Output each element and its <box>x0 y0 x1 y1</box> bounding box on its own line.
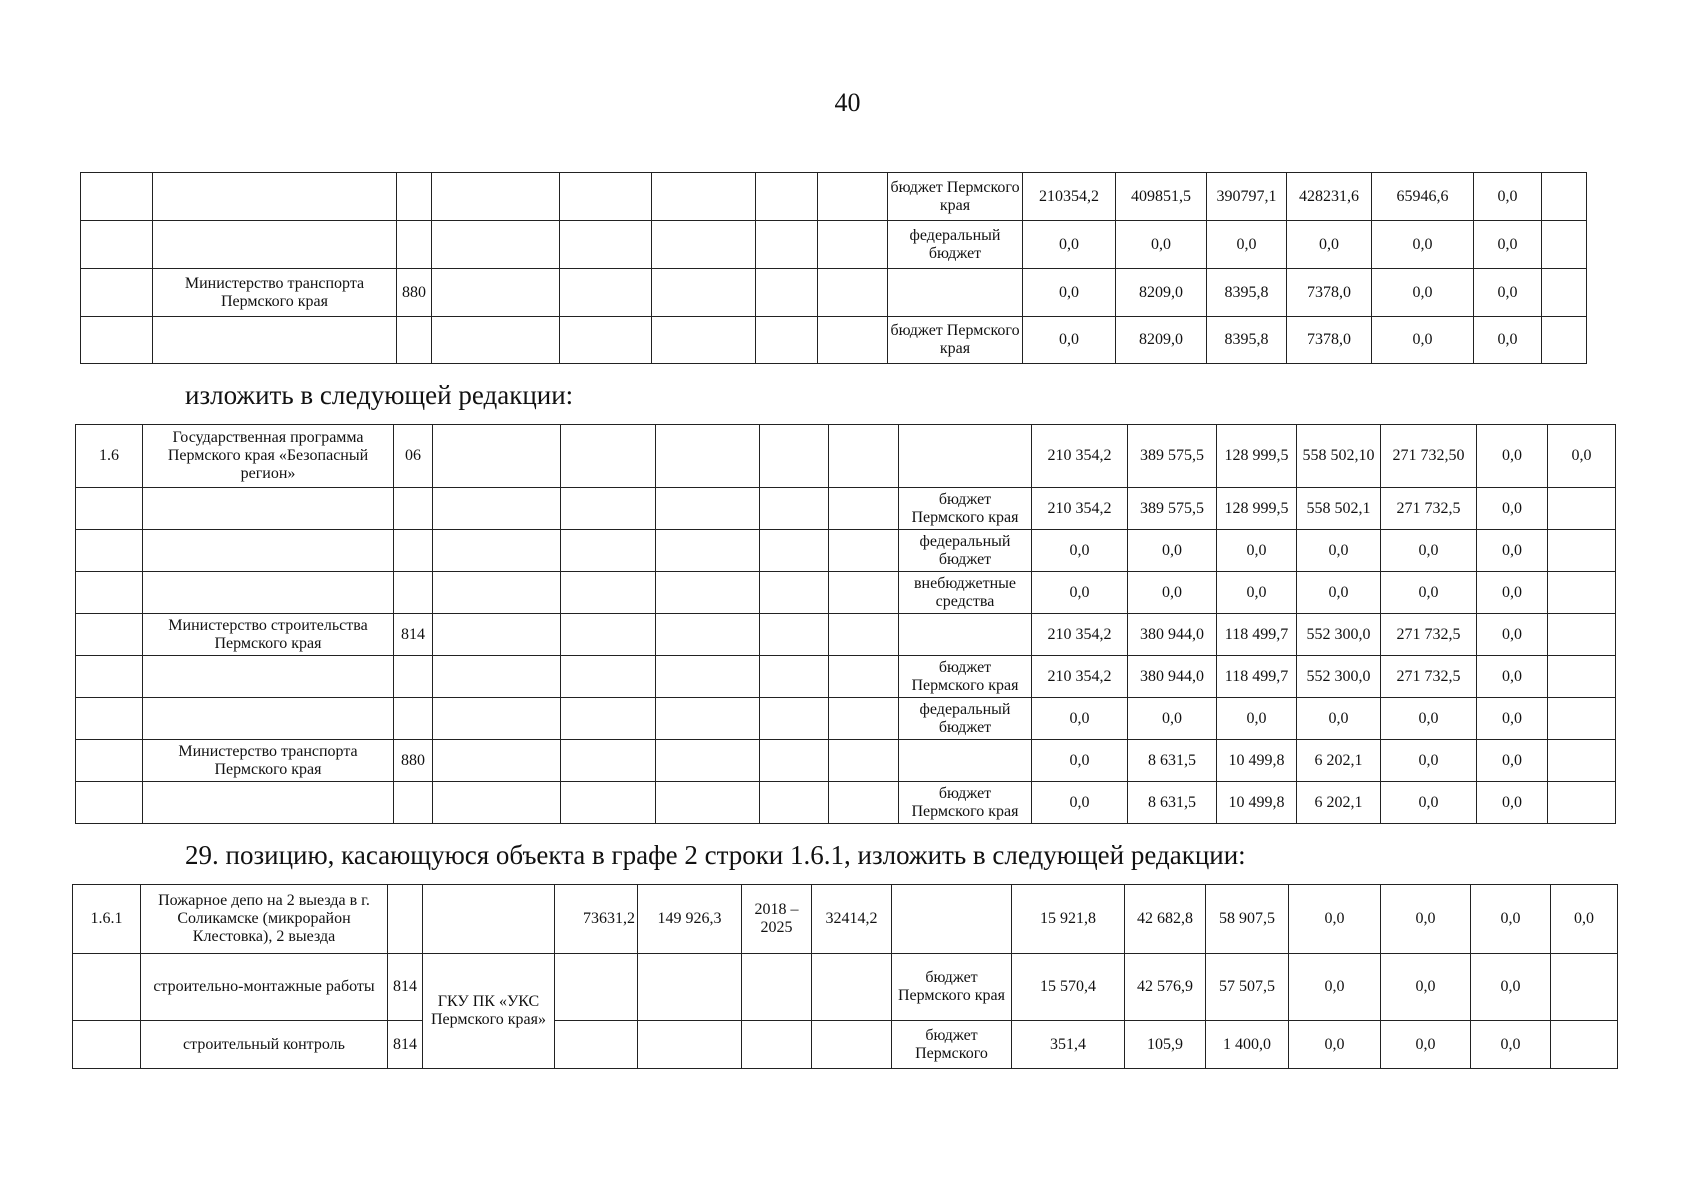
program-name <box>143 782 394 824</box>
table-program-1-6 <box>75 424 1616 824</box>
value-cell: 0,0 <box>1471 954 1551 1021</box>
code-cell: 06 <box>394 425 433 488</box>
table-row <box>81 221 1587 269</box>
value-cell: 210354,2 <box>1023 173 1116 221</box>
code-cell <box>394 782 433 824</box>
program-name <box>153 317 397 364</box>
value-cell: 0,0 <box>1381 782 1477 824</box>
value-cell: 118 499,7 <box>1217 614 1297 656</box>
value-cell: 351,4 <box>1012 1021 1125 1069</box>
value-cell: 0,0 <box>1217 530 1297 572</box>
value-cell: 15 570,4 <box>1012 954 1125 1021</box>
code-cell <box>394 698 433 740</box>
funding-source: бюджет Пермского края <box>892 954 1012 1021</box>
value-cell: 0,0 <box>1289 885 1381 954</box>
funding-source: бюджет Пермского края <box>899 488 1032 530</box>
program-name: Государственная программа Пермского края «Безопасный регион» <box>143 425 394 488</box>
object-name: Пожарное депо на 2 выезда в г. Соликамске (микрорайон Клестовка), 2 выезда <box>141 885 388 954</box>
value-cell: 8209,0 <box>1116 269 1207 317</box>
program-name <box>143 698 394 740</box>
row-number <box>76 614 143 656</box>
value-cell: 0,0 <box>1477 614 1548 656</box>
row-number <box>81 221 153 269</box>
value-cell: 128 999,5 <box>1217 425 1297 488</box>
value-cell: 57 507,5 <box>1206 954 1289 1021</box>
value-cell: 0,0 <box>1381 1021 1471 1069</box>
value-cell: 128 999,5 <box>1217 488 1297 530</box>
table-row <box>76 656 1616 698</box>
value-cell: 0,0 <box>1551 885 1618 954</box>
value-cell: 0,0 <box>1381 954 1471 1021</box>
table-row <box>81 173 1587 221</box>
code-cell: 880 <box>394 740 433 782</box>
program-name <box>143 572 394 614</box>
code-cell <box>394 656 433 698</box>
value-cell: 0,0 <box>1474 173 1542 221</box>
value-cell: 0,0 <box>1217 572 1297 614</box>
value-cell: 0,0 <box>1381 885 1471 954</box>
program-name: Министерство строительства Пермского края <box>143 614 394 656</box>
code-cell: 814 <box>394 614 433 656</box>
value-cell <box>1542 317 1587 364</box>
funding-source: бюджет Пермского края <box>899 656 1032 698</box>
value-cell: 0,0 <box>1477 488 1548 530</box>
value-cell: 558 502,10 <box>1297 425 1381 488</box>
value-cell: 0,0 <box>1381 572 1477 614</box>
heading-edit-1: изложить в следующей редакции: <box>185 380 574 410</box>
value-cell <box>1548 488 1616 530</box>
capacity-cell: 73631,2 <box>555 885 638 954</box>
value-cell: 0,0 <box>1477 572 1548 614</box>
row-number <box>76 740 143 782</box>
value-cell: 0,0 <box>1128 572 1217 614</box>
funding-source <box>899 425 1032 488</box>
row-number <box>81 317 153 364</box>
value-cell: 0,0 <box>1474 317 1542 364</box>
value-cell <box>1548 572 1616 614</box>
value-cell: 271 732,5 <box>1381 488 1477 530</box>
value-cell: 210 354,2 <box>1032 656 1128 698</box>
estimate-cell: 149 926,3 <box>638 885 742 954</box>
value-cell: 105,9 <box>1125 1021 1206 1069</box>
value-cell: 0,0 <box>1477 782 1548 824</box>
value-cell <box>1548 740 1616 782</box>
program-name <box>153 173 397 221</box>
value-cell <box>1542 221 1587 269</box>
value-cell: 409851,5 <box>1116 173 1207 221</box>
balance-cell: 32414,2 <box>812 885 892 954</box>
value-cell: 8395,8 <box>1207 317 1287 364</box>
value-cell: 0,0 <box>1477 425 1548 488</box>
value-cell: 210 354,2 <box>1032 488 1128 530</box>
value-cell: 271 732,5 <box>1381 656 1477 698</box>
value-cell: 0,0 <box>1372 317 1474 364</box>
program-name <box>153 221 397 269</box>
heading-edit-2: 29. позицию, касающуюся объекта в графе 2 строки 1.6.1, изложить в следующей редакции: <box>185 840 1246 870</box>
value-cell: 390797,1 <box>1207 173 1287 221</box>
value-cell: 0,0 <box>1116 221 1207 269</box>
value-cell: 0,0 <box>1287 221 1372 269</box>
funding-source: внебюджетные средства <box>899 572 1032 614</box>
value-cell: 0,0 <box>1297 698 1381 740</box>
value-cell: 0,0 <box>1474 221 1542 269</box>
table-row <box>76 572 1616 614</box>
row-number: 1.6.1 <box>73 885 141 954</box>
table-row <box>76 488 1616 530</box>
program-name <box>143 530 394 572</box>
row-number: 1.6 <box>76 425 143 488</box>
value-cell: 118 499,7 <box>1217 656 1297 698</box>
funding-source: федеральный бюджет <box>899 698 1032 740</box>
code-cell: 814 <box>388 954 423 1021</box>
row-number <box>76 572 143 614</box>
table-row <box>76 698 1616 740</box>
value-cell: 0,0 <box>1471 885 1551 954</box>
program-name: Министерство транспорта Пермского края <box>153 269 397 317</box>
value-cell: 10 499,8 <box>1217 782 1297 824</box>
value-cell: 0,0 <box>1032 698 1128 740</box>
value-cell: 6 202,1 <box>1297 740 1381 782</box>
value-cell: 0,0 <box>1032 740 1128 782</box>
value-cell: 0,0 <box>1548 425 1616 488</box>
value-cell: 0,0 <box>1032 782 1128 824</box>
value-cell: 380 944,0 <box>1128 656 1217 698</box>
funding-source: бюджет Пермского <box>892 1021 1012 1069</box>
value-cell: 0,0 <box>1297 530 1381 572</box>
value-cell: 0,0 <box>1207 221 1287 269</box>
value-cell: 42 576,9 <box>1125 954 1206 1021</box>
code-cell <box>397 317 432 364</box>
value-cell: 0,0 <box>1477 656 1548 698</box>
value-cell: 428231,6 <box>1287 173 1372 221</box>
value-cell <box>1548 698 1616 740</box>
value-cell <box>1548 656 1616 698</box>
value-cell: 0,0 <box>1372 269 1474 317</box>
value-cell: 0,0 <box>1297 572 1381 614</box>
code-cell: 814 <box>388 1021 423 1069</box>
table-row <box>73 885 1618 954</box>
code-cell <box>397 173 432 221</box>
value-cell: 6 202,1 <box>1297 782 1381 824</box>
value-cell: 0,0 <box>1023 317 1116 364</box>
code-cell <box>394 572 433 614</box>
table-row <box>76 782 1616 824</box>
code-cell: 880 <box>397 269 432 317</box>
value-cell: 8 631,5 <box>1128 782 1217 824</box>
value-cell <box>1548 614 1616 656</box>
code-cell <box>394 488 433 530</box>
work-type: строительный контроль <box>141 1021 388 1069</box>
row-number <box>76 488 143 530</box>
table-row <box>76 425 1616 488</box>
value-cell: 0,0 <box>1289 954 1381 1021</box>
code-cell <box>394 530 433 572</box>
program-name: Министерство транспорта Пермского края <box>143 740 394 782</box>
value-cell: 552 300,0 <box>1297 614 1381 656</box>
funding-source <box>888 269 1023 317</box>
value-cell: 380 944,0 <box>1128 614 1217 656</box>
value-cell <box>1548 530 1616 572</box>
value-cell: 0,0 <box>1372 221 1474 269</box>
value-cell: 42 682,8 <box>1125 885 1206 954</box>
value-cell: 0,0 <box>1023 269 1116 317</box>
value-cell: 0,0 <box>1128 530 1217 572</box>
value-cell: 10 499,8 <box>1217 740 1297 782</box>
value-cell: 7378,0 <box>1287 269 1372 317</box>
work-type: строительно-монтажные работы <box>141 954 388 1021</box>
value-cell: 0,0 <box>1128 698 1217 740</box>
program-name <box>143 488 394 530</box>
table-object-1-6-1 <box>72 884 1618 1069</box>
funding-source: бюджет Пермского края <box>899 782 1032 824</box>
program-name <box>143 656 394 698</box>
value-cell: 8 631,5 <box>1128 740 1217 782</box>
value-cell: 0,0 <box>1023 221 1116 269</box>
value-cell <box>1542 269 1587 317</box>
value-cell: 0,0 <box>1217 698 1297 740</box>
value-cell: 389 575,5 <box>1128 425 1217 488</box>
table-row <box>73 1021 1618 1069</box>
value-cell: 210 354,2 <box>1032 425 1128 488</box>
funding-source: бюджет Пермского края <box>888 317 1023 364</box>
funding-source <box>899 740 1032 782</box>
value-cell: 0,0 <box>1474 269 1542 317</box>
row-number <box>76 656 143 698</box>
value-cell: 552 300,0 <box>1297 656 1381 698</box>
row-number <box>76 782 143 824</box>
value-cell: 0,0 <box>1381 740 1477 782</box>
code-cell <box>397 221 432 269</box>
table-row <box>81 317 1587 364</box>
table-row <box>76 530 1616 572</box>
value-cell: 8209,0 <box>1116 317 1207 364</box>
row-number <box>76 530 143 572</box>
value-cell: 0,0 <box>1477 698 1548 740</box>
funding-source: федеральный бюджет <box>888 221 1023 269</box>
table-top <box>80 172 1587 364</box>
value-cell: 558 502,1 <box>1297 488 1381 530</box>
row-number <box>81 269 153 317</box>
value-cell: 0,0 <box>1032 530 1128 572</box>
value-cell: 0,0 <box>1381 530 1477 572</box>
value-cell: 0,0 <box>1289 1021 1381 1069</box>
value-cell: 0,0 <box>1381 698 1477 740</box>
table-row <box>81 269 1587 317</box>
value-cell: 8395,8 <box>1207 269 1287 317</box>
funding-source <box>899 614 1032 656</box>
table-row <box>76 740 1616 782</box>
value-cell: 271 732,50 <box>1381 425 1477 488</box>
value-cell: 389 575,5 <box>1128 488 1217 530</box>
funding-source: бюджет Пермского края <box>888 173 1023 221</box>
page-number: 40 <box>834 88 861 117</box>
row-number <box>81 173 153 221</box>
value-cell: 210 354,2 <box>1032 614 1128 656</box>
funding-source: федеральный бюджет <box>899 530 1032 572</box>
row-number <box>76 698 143 740</box>
value-cell: 7378,0 <box>1287 317 1372 364</box>
value-cell: 271 732,5 <box>1381 614 1477 656</box>
value-cell: 0,0 <box>1477 740 1548 782</box>
value-cell: 0,0 <box>1032 572 1128 614</box>
value-cell: 0,0 <box>1471 1021 1551 1069</box>
period-cell: 2018 – 2025 <box>742 885 812 954</box>
table-row <box>73 954 1618 1021</box>
value-cell: 65946,6 <box>1372 173 1474 221</box>
value-cell: 0,0 <box>1477 530 1548 572</box>
customer-cell: ГКУ ПК «УКС Пермского края» <box>423 954 555 1069</box>
value-cell <box>1542 173 1587 221</box>
table-row <box>76 614 1616 656</box>
value-cell: 15 921,8 <box>1012 885 1125 954</box>
value-cell: 1 400,0 <box>1206 1021 1289 1069</box>
value-cell: 58 907,5 <box>1206 885 1289 954</box>
value-cell <box>1548 782 1616 824</box>
